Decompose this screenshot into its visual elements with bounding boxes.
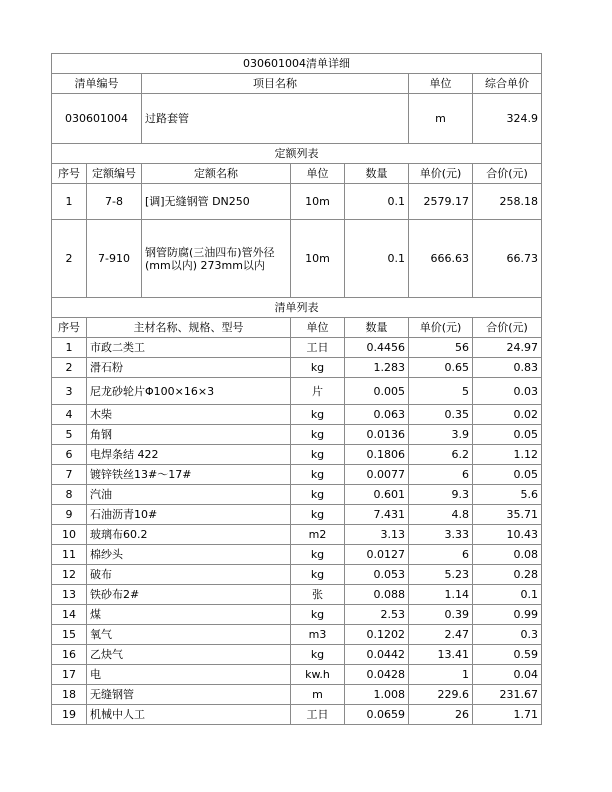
quota-name: [调]无缝钢管 DN250: [142, 184, 291, 220]
material-qty: 0.053: [345, 565, 409, 585]
material-total: 0.05: [473, 425, 542, 445]
material-row: [52, 485, 542, 505]
quota-name: 钢管防腐(三油四布)管外径(mm以内) 273mm以内: [142, 220, 291, 298]
quota-header-unit: 单位: [291, 164, 345, 184]
material-name: 镀锌铁丝13#～17#: [87, 465, 291, 485]
material-seq: 5: [52, 425, 87, 445]
material-seq: 7: [52, 465, 87, 485]
material-unit: 工日: [291, 338, 345, 358]
material-name: 铁砂布2#: [87, 585, 291, 605]
material-unit: kw.h: [291, 665, 345, 685]
quota-header-qty: 数量: [345, 164, 409, 184]
material-seq: 16: [52, 645, 87, 665]
material-qty: 0.0428: [345, 665, 409, 685]
material-unit: 张: [291, 585, 345, 605]
material-name: 滑石粉: [87, 358, 291, 378]
material-qty: 2.53: [345, 605, 409, 625]
quota-seq: 1: [52, 184, 87, 220]
quota-unit: 10m: [291, 184, 345, 220]
material-name: 氧气: [87, 625, 291, 645]
material-qty: 0.0442: [345, 645, 409, 665]
material-qty: 0.088: [345, 585, 409, 605]
material-qty: 0.0127: [345, 545, 409, 565]
material-seq: 6: [52, 445, 87, 465]
detail-table: [51, 53, 542, 725]
material-seq: 15: [52, 625, 87, 645]
material-row: [52, 445, 542, 465]
quota-header-row: [52, 164, 542, 184]
material-seq: 9: [52, 505, 87, 525]
material-header-total: 合价(元): [473, 318, 542, 338]
material-total: 0.02: [473, 405, 542, 425]
material-total: 0.99: [473, 605, 542, 625]
material-price: 0.35: [409, 405, 473, 425]
material-qty: 0.0077: [345, 465, 409, 485]
quota-row: [52, 220, 542, 298]
material-unit: kg: [291, 605, 345, 625]
material-header-qty: 数量: [345, 318, 409, 338]
item-price: 324.9: [473, 94, 542, 144]
material-unit: m2: [291, 525, 345, 545]
material-qty: 0.063: [345, 405, 409, 425]
material-name: 市政二类工: [87, 338, 291, 358]
material-unit: kg: [291, 465, 345, 485]
material-unit: kg: [291, 445, 345, 465]
material-total: 0.08: [473, 545, 542, 565]
material-row: [52, 645, 542, 665]
material-row: [52, 585, 542, 605]
quota-qty: 0.1: [345, 184, 409, 220]
quota-row: [52, 184, 542, 220]
material-seq: 14: [52, 605, 87, 625]
material-seq: 12: [52, 565, 87, 585]
item-code: 030601004: [52, 94, 142, 144]
material-seq: 8: [52, 485, 87, 505]
material-qty: 7.431: [345, 505, 409, 525]
material-header-seq: 序号: [52, 318, 87, 338]
material-row: [52, 338, 542, 358]
material-unit: kg: [291, 425, 345, 445]
material-row: [52, 358, 542, 378]
item-header-row: [52, 74, 542, 94]
material-total: 1.71: [473, 705, 542, 725]
material-header-price: 单价(元): [409, 318, 473, 338]
title-row: [52, 54, 542, 74]
material-qty: 0.0659: [345, 705, 409, 725]
material-seq: 18: [52, 685, 87, 705]
material-unit: kg: [291, 485, 345, 505]
material-price: 56: [409, 338, 473, 358]
material-row: [52, 525, 542, 545]
material-row: [52, 565, 542, 585]
quota-code: 7-910: [87, 220, 142, 298]
material-name: 玻璃布60.2: [87, 525, 291, 545]
quota-total: 66.73: [473, 220, 542, 298]
material-price: 9.3: [409, 485, 473, 505]
material-price: 5.23: [409, 565, 473, 585]
material-total: 0.1: [473, 585, 542, 605]
material-row: [52, 665, 542, 685]
material-total: 0.28: [473, 565, 542, 585]
material-row: [52, 625, 542, 645]
material-price: 3.33: [409, 525, 473, 545]
material-row: [52, 425, 542, 445]
quota-header-seq: 序号: [52, 164, 87, 184]
material-name: 机械中人工: [87, 705, 291, 725]
material-price: 0.39: [409, 605, 473, 625]
material-unit: kg: [291, 505, 345, 525]
material-price: 6.2: [409, 445, 473, 465]
material-unit: m: [291, 685, 345, 705]
material-qty: 1.283: [345, 358, 409, 378]
material-name: 汽油: [87, 485, 291, 505]
material-seq: 3: [52, 378, 87, 405]
material-row: [52, 378, 542, 405]
quota-header-price: 单价(元): [409, 164, 473, 184]
material-price: 6: [409, 545, 473, 565]
material-unit: kg: [291, 645, 345, 665]
material-row: [52, 705, 542, 725]
material-price: 2.47: [409, 625, 473, 645]
quota-section-title: 定额列表: [52, 144, 542, 164]
material-row: [52, 405, 542, 425]
material-price: 5: [409, 378, 473, 405]
material-total: 1.12: [473, 445, 542, 465]
material-price: 13.41: [409, 645, 473, 665]
material-seq: 19: [52, 705, 87, 725]
material-total: 35.71: [473, 505, 542, 525]
material-total: 0.04: [473, 665, 542, 685]
material-row: [52, 505, 542, 525]
material-name: 棉纱头: [87, 545, 291, 565]
material-total: 0.03: [473, 378, 542, 405]
material-price: 3.9: [409, 425, 473, 445]
material-row: [52, 545, 542, 565]
material-total: 0.59: [473, 645, 542, 665]
material-unit: kg: [291, 545, 345, 565]
quota-code: 7-8: [87, 184, 142, 220]
quota-header-total: 合价(元): [473, 164, 542, 184]
material-seq: 11: [52, 545, 87, 565]
material-qty: 3.13: [345, 525, 409, 545]
material-price: 6: [409, 465, 473, 485]
material-unit: 片: [291, 378, 345, 405]
quota-header-code: 定额编号: [87, 164, 142, 184]
material-qty: 0.1806: [345, 445, 409, 465]
material-qty: 0.1202: [345, 625, 409, 645]
material-name: 木柴: [87, 405, 291, 425]
material-header-row: [52, 318, 542, 338]
material-name: 角钢: [87, 425, 291, 445]
item-unit: m: [409, 94, 473, 144]
material-total: 0.3: [473, 625, 542, 645]
quota-qty: 0.1: [345, 220, 409, 298]
material-name: 石油沥青10#: [87, 505, 291, 525]
table-title: 030601004清单详细: [52, 54, 542, 74]
material-row: [52, 465, 542, 485]
material-unit: 工日: [291, 705, 345, 725]
material-total: 10.43: [473, 525, 542, 545]
quota-seq: 2: [52, 220, 87, 298]
header-item-code: 清单编号: [52, 74, 142, 94]
material-price: 0.65: [409, 358, 473, 378]
header-item-unit: 单位: [409, 74, 473, 94]
header-item-price: 综合单价: [473, 74, 542, 94]
quota-price: 666.63: [409, 220, 473, 298]
material-header-name: 主材名称、规格、型号: [87, 318, 291, 338]
material-name: 无缝钢管: [87, 685, 291, 705]
quota-price: 2579.17: [409, 184, 473, 220]
material-qty: 0.0136: [345, 425, 409, 445]
quota-section-row: [52, 144, 542, 164]
material-qty: 0.601: [345, 485, 409, 505]
material-unit: m3: [291, 625, 345, 645]
material-seq: 4: [52, 405, 87, 425]
material-seq: 17: [52, 665, 87, 685]
material-unit: kg: [291, 565, 345, 585]
material-name: 电: [87, 665, 291, 685]
material-name: 尼龙砂轮片Φ100×16×3: [87, 378, 291, 405]
material-total: 0.83: [473, 358, 542, 378]
item-name: 过路套管: [142, 94, 409, 144]
material-price: 1.14: [409, 585, 473, 605]
material-unit: kg: [291, 405, 345, 425]
item-row: [52, 94, 542, 144]
material-seq: 13: [52, 585, 87, 605]
material-qty: 0.4456: [345, 338, 409, 358]
quota-unit: 10m: [291, 220, 345, 298]
material-section-row: [52, 298, 542, 318]
material-name: 煤: [87, 605, 291, 625]
material-total: 231.67: [473, 685, 542, 705]
material-total: 5.6: [473, 485, 542, 505]
material-unit: kg: [291, 358, 345, 378]
material-total: 0.05: [473, 465, 542, 485]
material-price: 229.6: [409, 685, 473, 705]
header-item-name: 项目名称: [142, 74, 409, 94]
material-row: [52, 605, 542, 625]
quota-total: 258.18: [473, 184, 542, 220]
material-section-title: 清单列表: [52, 298, 542, 318]
material-total: 24.97: [473, 338, 542, 358]
material-name: 破布: [87, 565, 291, 585]
material-price: 26: [409, 705, 473, 725]
material-price: 1: [409, 665, 473, 685]
material-name: 乙炔气: [87, 645, 291, 665]
material-name: 电焊条结 422: [87, 445, 291, 465]
material-seq: 1: [52, 338, 87, 358]
material-qty: 0.005: [345, 378, 409, 405]
material-row: [52, 685, 542, 705]
material-qty: 1.008: [345, 685, 409, 705]
material-seq: 2: [52, 358, 87, 378]
quota-header-name: 定额名称: [142, 164, 291, 184]
material-price: 4.8: [409, 505, 473, 525]
material-header-unit: 单位: [291, 318, 345, 338]
material-seq: 10: [52, 525, 87, 545]
